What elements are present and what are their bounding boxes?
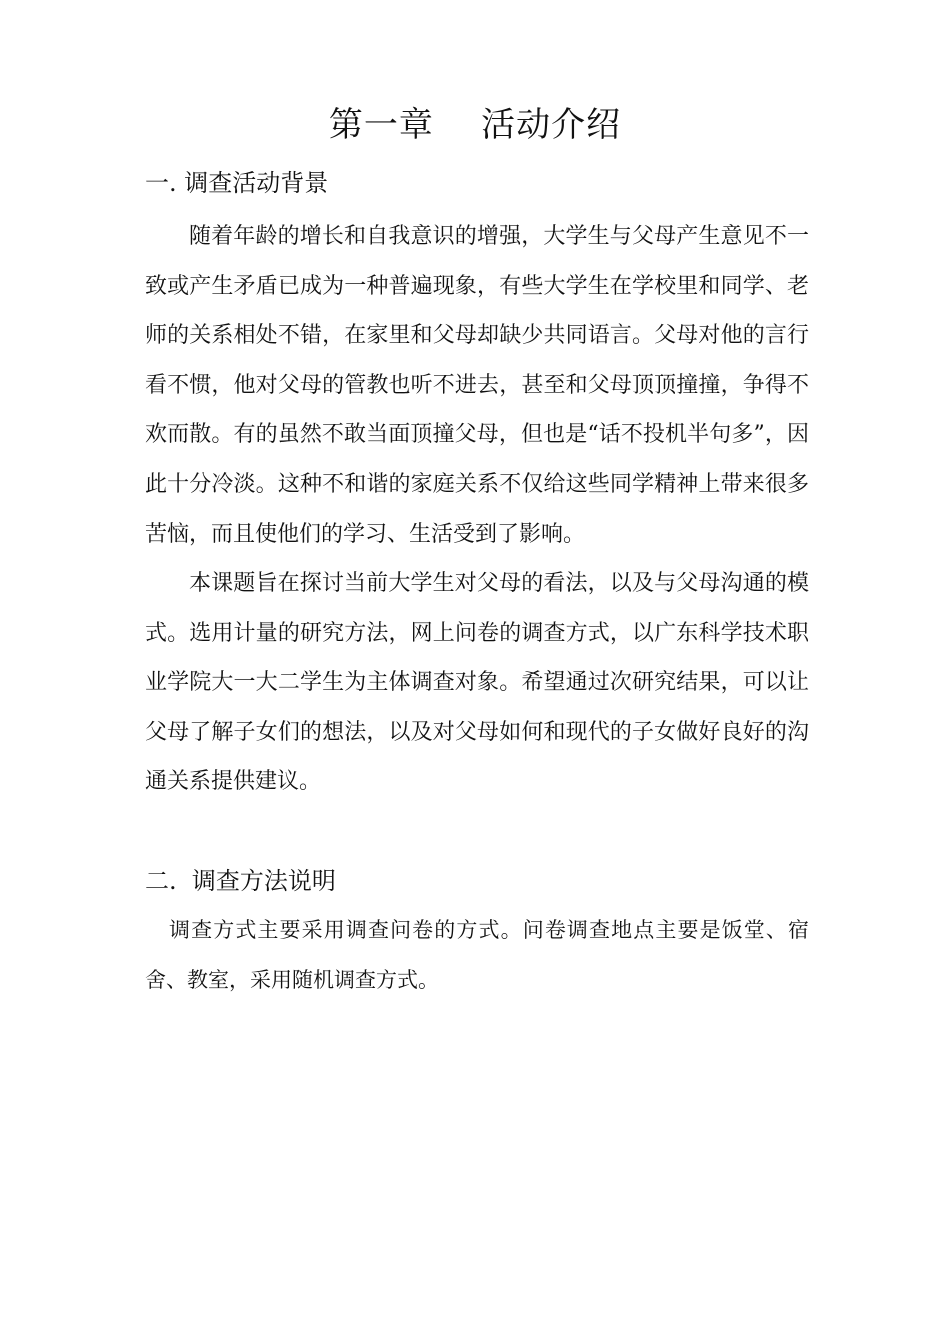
chapter-title: 第一章 活动介绍 xyxy=(328,105,622,145)
section-heading-method: 二. 调查方法说明 xyxy=(145,867,336,895)
paragraph-background-2: 本课题旨在探讨当前大学生对父母的看法，以及与父母沟通的模式。选用计量的研究方法，网上问卷的调查方式，以广东科学技术职业学院大一大二学生为主体调查对象。希望通过次研究结果，可以让父母了解子女们的想法，以及对父母如何和现代的子女做好良好的沟通关系提供建议。 xyxy=(145,571,809,795)
section-heading-background: 一. 调查活动背景 xyxy=(145,169,329,197)
paragraph-method: 调查方式主要采用调查问卷的方式。问卷调查地点主要是饭堂、宿舍、教室，采用随机调查方式。 xyxy=(145,918,809,992)
paragraph-background-1: 随着年龄的增长和自我意识的增强，大学生与父母产生意见不一致或产生矛盾已成为一种普遍现象，有些大学生在学校里和同学、老师的关系相处不错，在家里和父母却缺少共同语言。父母对他的言行看不惯，他对父母的管教也听不进去，甚至和父母顶顶撞撞，争得不欢而散。有的虽然不敢当面顶撞父母，但也是“话不投机半句多”，因此十分冷淡。这种不和谐的家庭关系不仅给这些同学精神上带来很多苦恼，而且使他们的学习、生活受到了影响。 xyxy=(145,224,809,547)
